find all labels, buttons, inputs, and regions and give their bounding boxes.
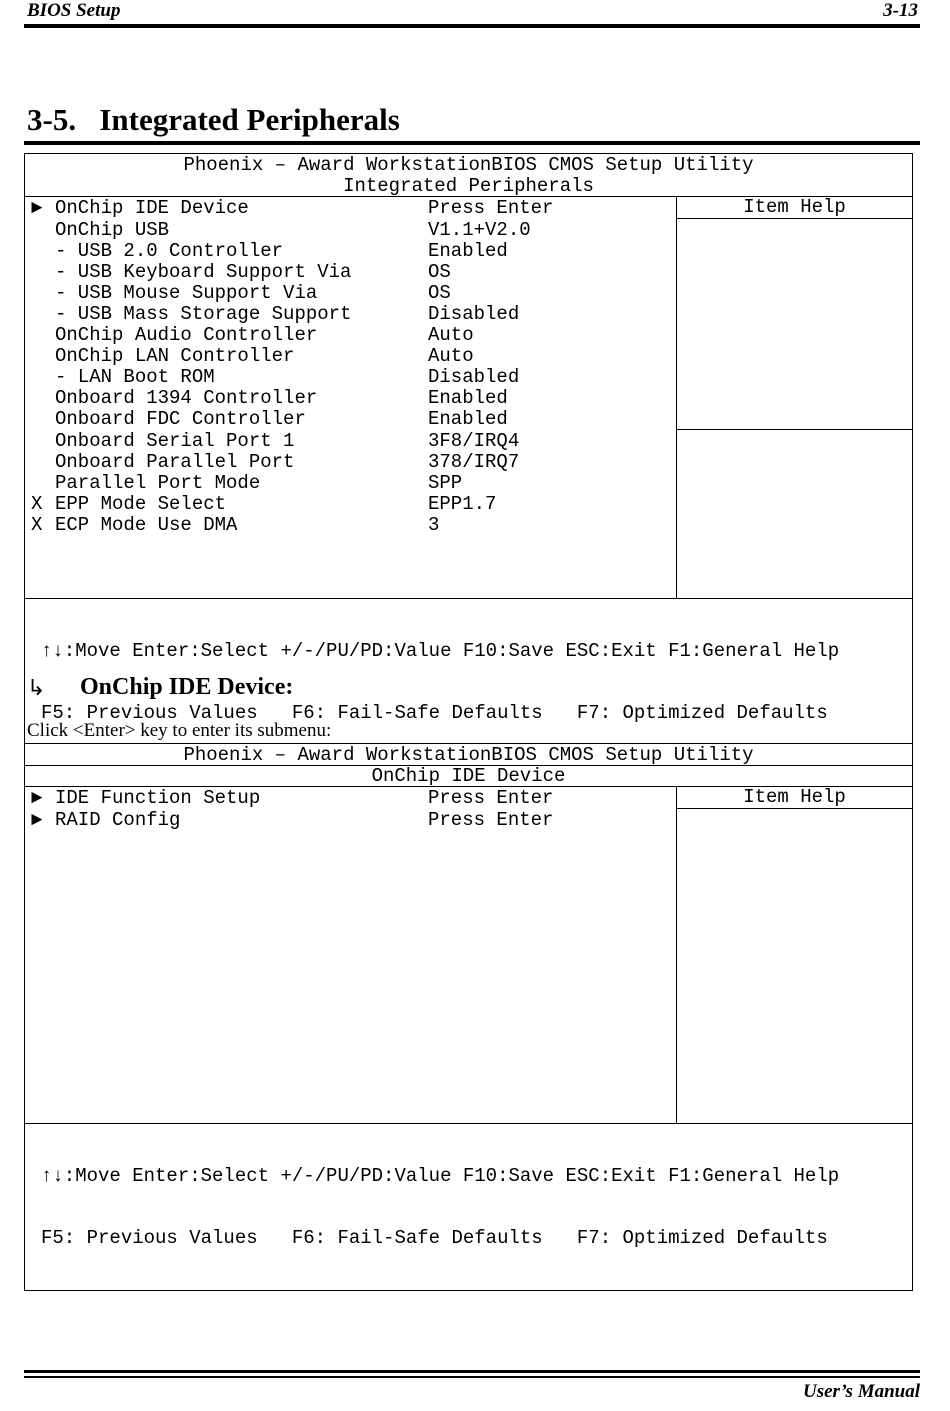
bios-panel-onchip-ide xyxy=(24,743,913,1291)
bios-option-value[interactable]: Press Enter xyxy=(428,809,554,831)
bios-option-label: Onboard Parallel Port xyxy=(55,451,295,473)
bios-title-line1: Phoenix – Award WorkstationBIOS CMOS Setup Utility xyxy=(183,744,754,766)
item-help-header: Item Help xyxy=(677,787,912,809)
bios-option-label: ECP Mode Use DMA xyxy=(55,514,238,536)
bios-option-value[interactable]: 378/IRQ7 xyxy=(428,451,520,473)
bios-title xyxy=(25,744,912,787)
bios-option-value[interactable]: 3F8/IRQ4 xyxy=(428,430,520,452)
bios-option-label: OnChip USB xyxy=(55,219,170,241)
bios-option-label: Parallel Port Mode xyxy=(55,472,261,494)
bios-option-label: OnChip LAN Controller xyxy=(55,345,295,367)
footer-rule-thick xyxy=(24,1370,920,1373)
header-rule xyxy=(24,24,920,28)
bios-option-value[interactable]: Disabled xyxy=(428,366,520,388)
bios-option-value[interactable]: OS xyxy=(428,282,451,304)
bios-option-value[interactable]: SPP xyxy=(428,472,463,494)
bios-body xyxy=(25,787,912,1124)
bios-option-label: OnChip IDE Device xyxy=(55,197,249,219)
bios-option-label: Onboard Serial Port 1 xyxy=(55,430,295,452)
bios-title-line2: Integrated Peripherals xyxy=(343,174,594,197)
footer-rule-thin xyxy=(24,1376,920,1378)
disabled-marker: X xyxy=(31,514,43,536)
bios-option-value[interactable]: Disabled xyxy=(428,303,520,325)
bios-body xyxy=(25,197,912,599)
bios-option-label: IDE Function Setup xyxy=(55,787,261,809)
help-divider xyxy=(677,429,912,430)
section-title: 3-5. Integrated Peripherals xyxy=(27,102,400,137)
bios-option-label: - USB Mouse Support Via xyxy=(55,282,318,304)
manual-name: User’s Manual xyxy=(802,1381,920,1402)
item-help-pane xyxy=(676,787,912,1123)
page-number: 3-13 xyxy=(883,0,918,21)
subsection-title xyxy=(27,674,293,701)
section-rule xyxy=(24,141,920,145)
bios-title xyxy=(25,154,912,197)
bios-options xyxy=(25,197,676,598)
bios-option-label: - USB 2.0 Controller xyxy=(55,240,284,262)
bios-option-label: Onboard 1394 Controller xyxy=(55,387,318,409)
bios-option-value[interactable]: V1.1+V2.0 xyxy=(428,219,531,241)
bios-option-label: - USB Mass Storage Support xyxy=(55,303,352,325)
page-header-left: BIOS Setup xyxy=(27,0,121,21)
bios-option-value[interactable]: 3 xyxy=(428,514,440,536)
bios-option-label: - USB Keyboard Support Via xyxy=(55,261,352,283)
bios-option-value[interactable]: Auto xyxy=(428,324,474,346)
key-legend-line1: ↑↓:Move Enter:Select +/-/PU/PD:Value F10:Save ESC:Exit F1:General Help xyxy=(41,1165,840,1187)
bios-key-legend xyxy=(25,1124,912,1290)
bios-option-label: OnChip Audio Controller xyxy=(55,324,318,346)
bios-option-label: Onboard FDC Controller xyxy=(55,408,306,430)
disabled-marker: X xyxy=(31,493,43,515)
bios-title-line1: Phoenix – Award WorkstationBIOS CMOS Setup Utility xyxy=(183,154,754,176)
bios-option-label: - LAN Boot ROM xyxy=(55,366,215,388)
submenu-pointer-icon: ► xyxy=(31,197,43,219)
subsection-title-text: OnChip IDE Device: xyxy=(80,674,294,700)
bios-option-value[interactable]: Enabled xyxy=(428,408,508,430)
instruction-text: Click <Enter> key to enter its submenu: xyxy=(27,720,332,741)
bios-title-line2: OnChip IDE Device xyxy=(371,764,566,787)
bios-option-value[interactable]: Press Enter xyxy=(428,787,554,809)
submenu-pointer-icon: ► xyxy=(31,787,43,809)
bios-option-value[interactable]: Auto xyxy=(428,345,474,367)
key-legend-line2: F5: Previous Values F6: Fail-Safe Defaults F7: Optimized Defaults xyxy=(41,701,828,724)
key-legend-line1: ↑↓:Move Enter:Select +/-/PU/PD:Value F10:Save ESC:Exit F1:General Help xyxy=(41,640,840,662)
bios-options xyxy=(25,787,676,1123)
bios-option-label: EPP Mode Select xyxy=(55,493,227,515)
submenu-arrow-icon: ↳ xyxy=(27,676,46,701)
item-help-pane xyxy=(676,197,912,598)
bios-option-value[interactable]: Enabled xyxy=(428,387,508,409)
submenu-pointer-icon: ► xyxy=(31,809,43,831)
bios-option-label: RAID Config xyxy=(55,809,181,831)
bios-option-value[interactable]: OS xyxy=(428,261,451,283)
key-legend-line2: F5: Previous Values F6: Fail-Safe Defaults F7: Optimized Defaults xyxy=(41,1226,828,1249)
bios-option-value[interactable]: EPP1.7 xyxy=(428,493,497,515)
bios-option-value[interactable]: Enabled xyxy=(428,240,508,262)
bios-option-value[interactable]: Press Enter xyxy=(428,197,554,219)
item-help-header: Item Help xyxy=(677,197,912,219)
